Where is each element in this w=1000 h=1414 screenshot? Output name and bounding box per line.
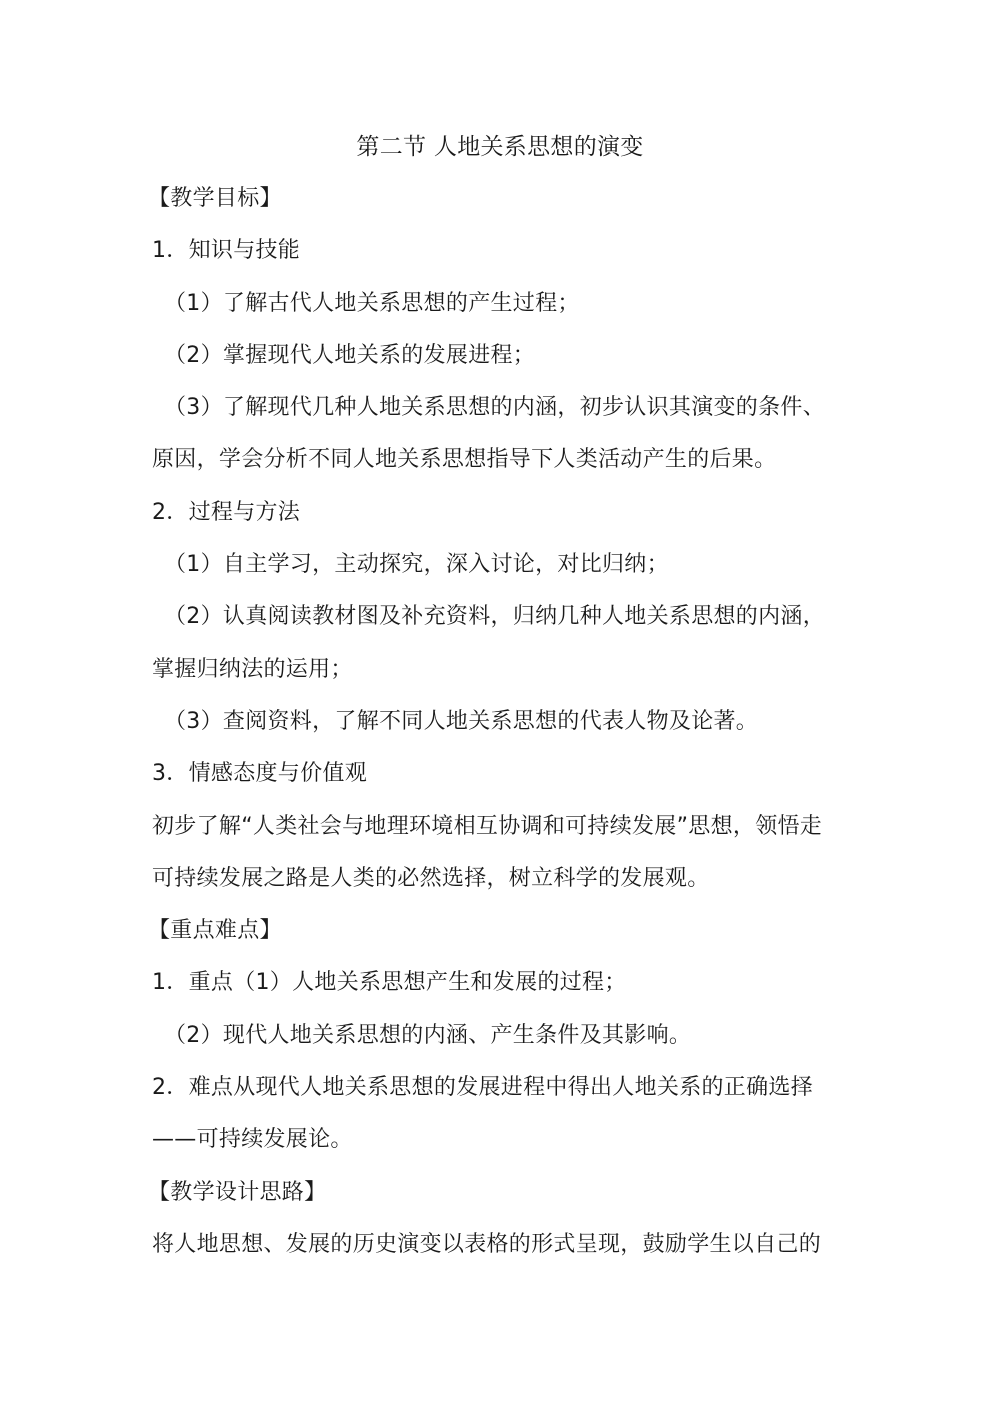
list-item-continuation: ——可持续发展论。: [152, 1127, 353, 1153]
section-teaching-design: [148, 1174, 852, 1279]
section-teaching-objectives: [148, 180, 852, 912]
list-item: （3）查阅资料，了解不同人地关系思想的代表人物及论著。: [164, 708, 759, 734]
list-item-continuation: 原因，学会分析不同人地关系思想指导下人类活动产生的后果。: [152, 447, 777, 473]
list-item: （1）自主学习，主动探究，深入讨论，对比归纳；: [164, 552, 669, 578]
section-key-difficult-points: [148, 912, 852, 1173]
document-title: 第二节 人地关系思想的演变: [356, 134, 644, 160]
list-item-continuation: 掌握归纳法的运用；: [152, 656, 353, 682]
list-item: （2）现代人地关系思想的内涵、产生条件及其影响。: [164, 1022, 692, 1048]
document-page: [148, 128, 852, 1278]
paragraph-line: 可持续发展之路是人类的必然选择，树立科学的发展观。: [152, 865, 710, 891]
list-item: 1．重点（1）人地关系思想产生和发展的过程；: [152, 970, 627, 996]
section-heading: 【教学设计思路】: [148, 1179, 327, 1205]
list-item: （2）认真阅读教材图及补充资料，归纳几种人地关系思想的内涵，: [164, 604, 825, 630]
subheading-attitudes-values: 3．情感态度与价值观: [152, 761, 367, 787]
paragraph-line: 初步了解“人类社会与地理环境相互协调和可持续发展”思想，领悟走: [152, 813, 823, 839]
section-heading: 【教学目标】: [148, 186, 282, 211]
list-item: （2）掌握现代人地关系的发展进程；: [164, 342, 536, 368]
section-heading: 【重点难点】: [148, 918, 282, 944]
subheading-knowledge-skills: 1．知识与技能: [152, 238, 301, 264]
list-item: 2．难点从现代人地关系思想的发展进程中得出人地关系的正确选择: [152, 1075, 813, 1101]
list-item: （1）了解古代人地关系思想的产生过程；: [164, 290, 580, 316]
list-item: （3）了解现代几种人地关系思想的内涵，初步认识其演变的条件、: [164, 395, 825, 421]
paragraph-line: 将人地思想、发展的历史演变以表格的形式呈现，鼓励学生以自己的: [152, 1231, 822, 1257]
subheading-process-methods: 2．过程与方法: [152, 499, 301, 525]
